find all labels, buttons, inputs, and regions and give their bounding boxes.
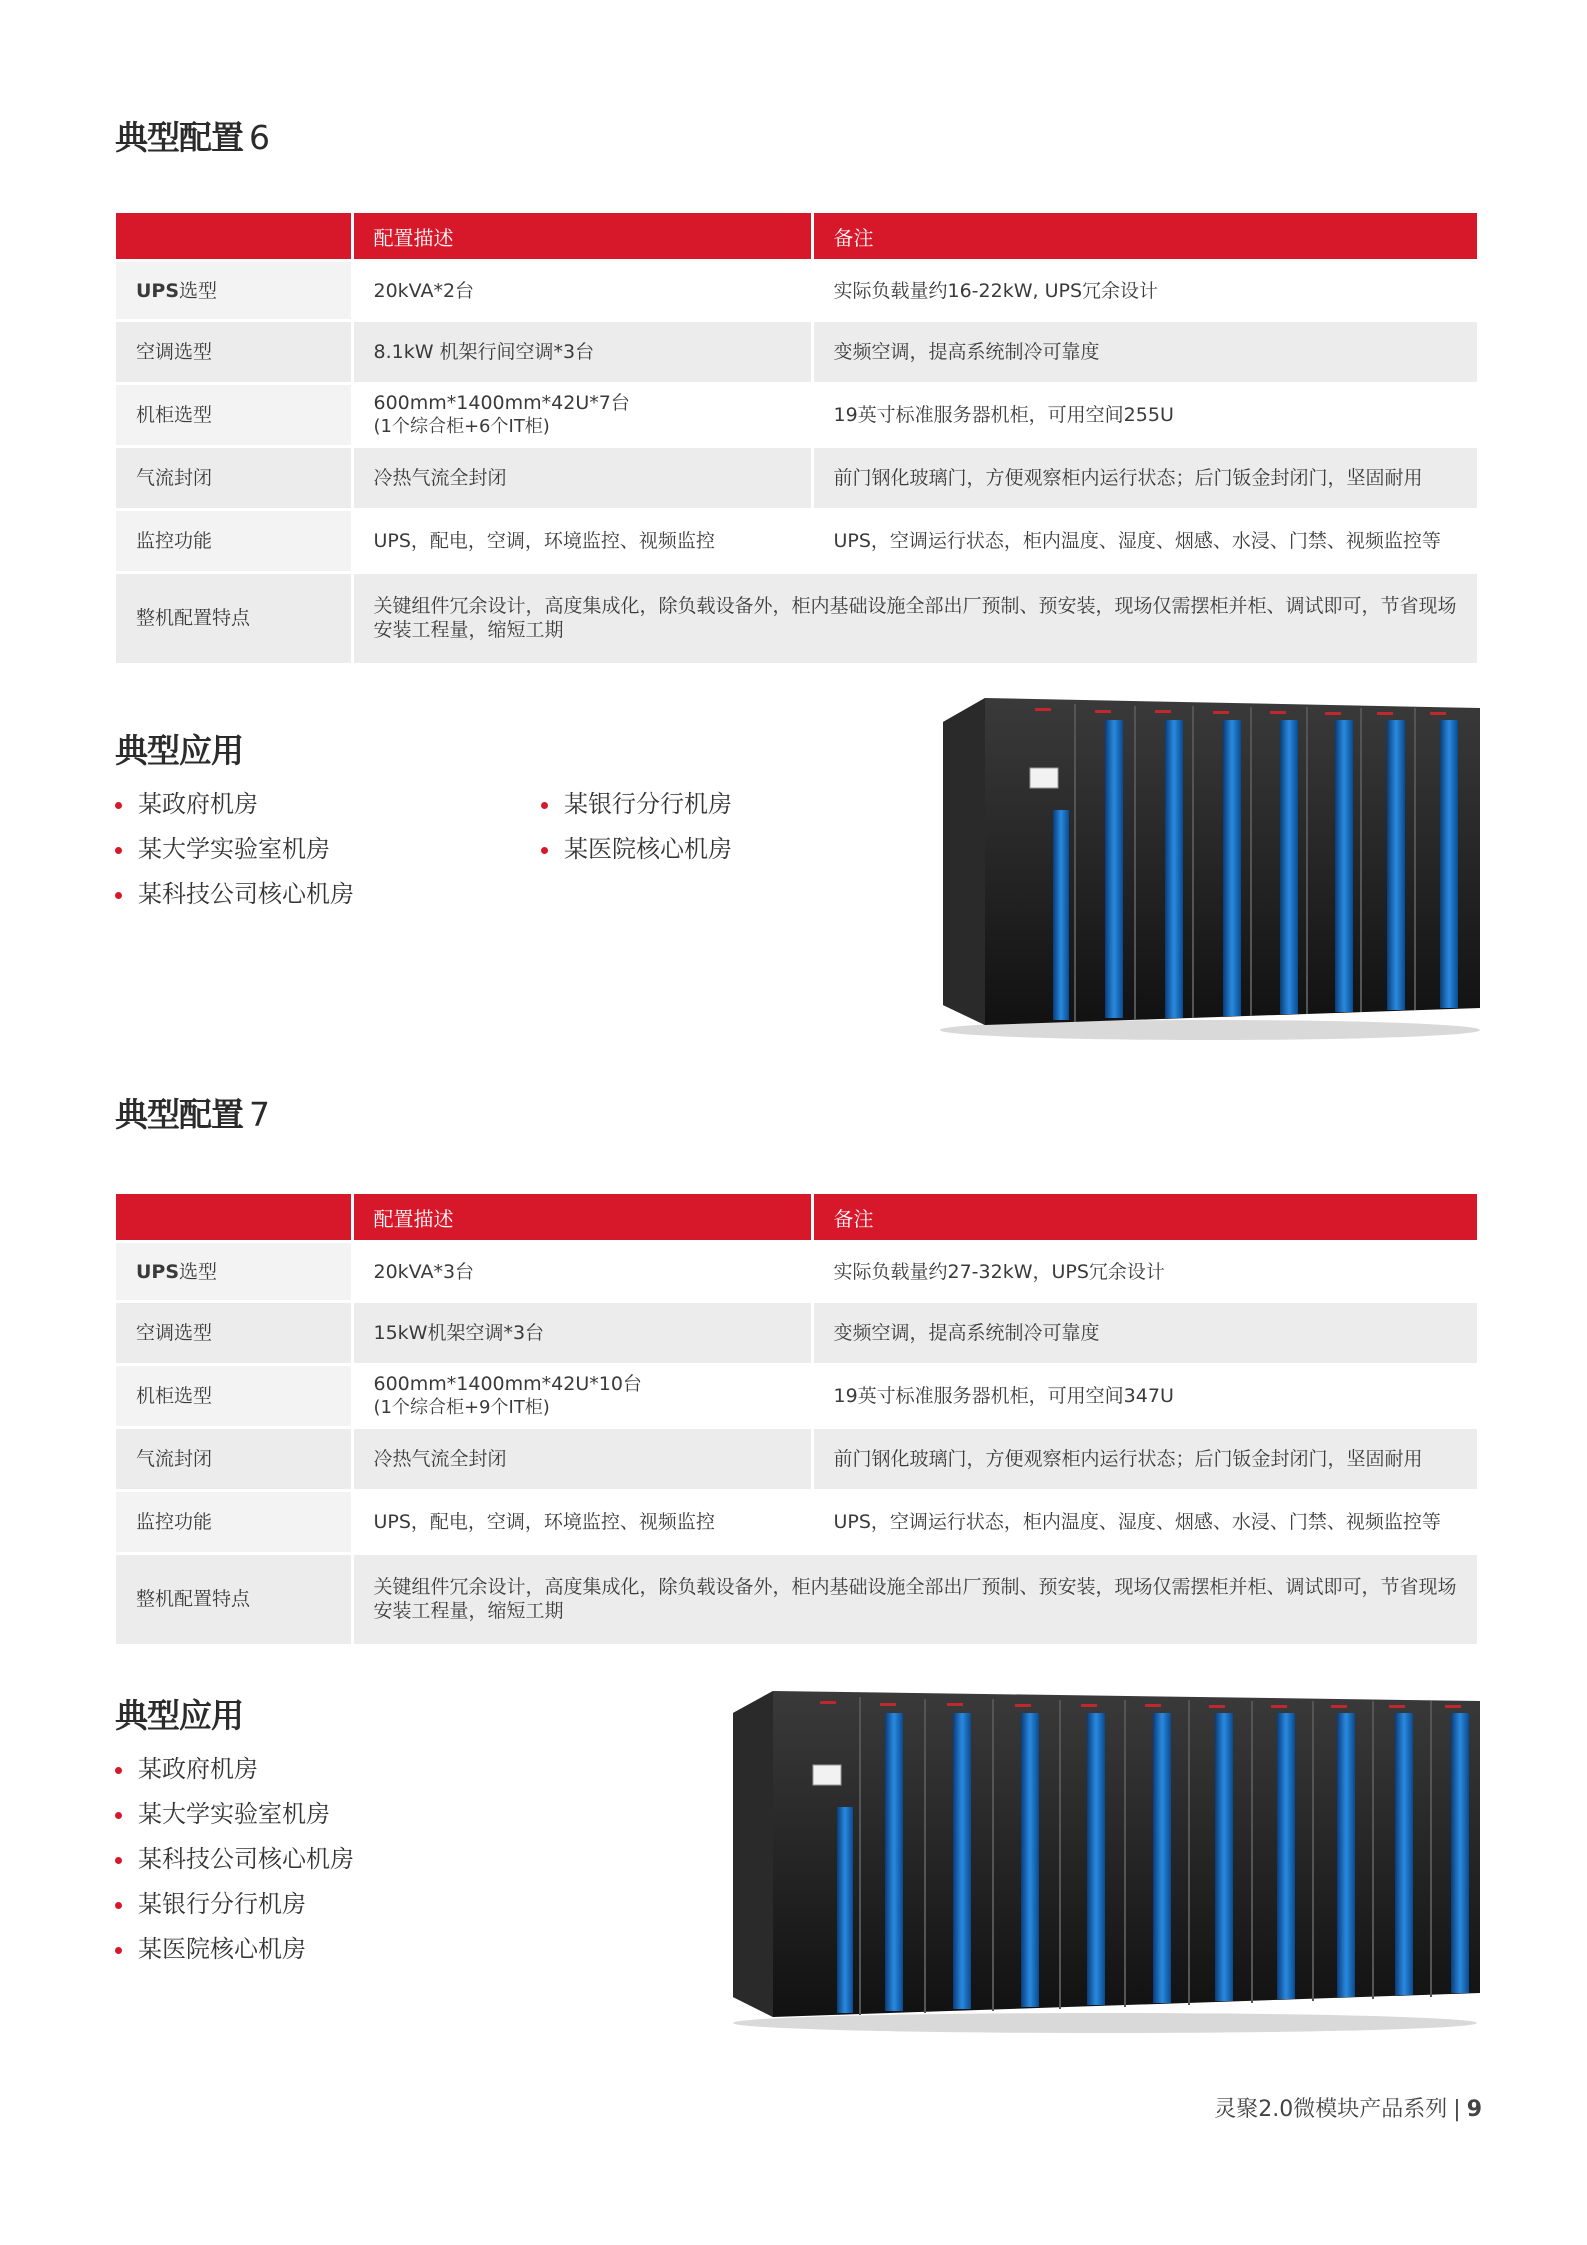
list-item: 某科技公司核心机房 (115, 1837, 354, 1882)
header-desc: 配置描述 (352, 1194, 812, 1242)
config7-table (116, 1194, 1477, 1644)
list-item: 某政府机房 (115, 1747, 354, 1792)
row-feature-text: 关键组件冗余设计，高度集成化，除负载设备外，柜内基础设施全部出厂预制、预安装，现场仅需摆柜并柜、调试即可，节省现场安装工程量，缩短工期 (352, 573, 1477, 663)
row-label: 监控功能 (116, 510, 352, 573)
table-row (116, 447, 1477, 510)
list-item: 某医院核心机房 (115, 1927, 354, 1972)
row-desc: 600mm*1400mm*42U*7台 (1个综合柜+6个IT柜) (352, 384, 812, 447)
table-header-row (116, 1194, 1477, 1242)
row-note: 前门钢化玻璃门，方便观察柜内运行状态；后门钣金封闭门，坚固耐用 (812, 1428, 1477, 1491)
row-label: 空调选型 (116, 1302, 352, 1365)
apps6-list-right (541, 782, 732, 872)
row-label: 机柜选型 (116, 1365, 352, 1428)
table-row (116, 510, 1477, 573)
header-note: 备注 (812, 213, 1477, 261)
table-row (116, 1242, 1477, 1302)
list-item: 某银行分行机房 (541, 782, 732, 827)
row-label: 整机配置特点 (116, 1554, 352, 1644)
config7-title: 典型配置 7 (115, 1095, 269, 1134)
page-footer (1214, 2092, 1482, 2123)
table-row (116, 261, 1477, 321)
row-desc: 冷热气流全封闭 (352, 1428, 812, 1491)
row-desc: 8.1kW 机架行间空调*3台 (352, 321, 812, 384)
table-row (116, 1428, 1477, 1491)
row-label: 气流封闭 (116, 447, 352, 510)
config6-table (116, 213, 1477, 663)
row-desc: 600mm*1400mm*42U*10台 (1个综合柜+9个IT柜) (352, 1365, 812, 1428)
row-label: 空调选型 (116, 321, 352, 384)
header-note: 备注 (812, 1194, 1477, 1242)
table-row (116, 384, 1477, 447)
row-note: 实际负载量约27-32kW，UPS冗余设计 (812, 1242, 1477, 1302)
table-row (116, 1491, 1477, 1554)
list-item: 某银行分行机房 (115, 1882, 354, 1927)
table-row (116, 1302, 1477, 1365)
row-desc: 15kW机架空调*3台 (352, 1302, 812, 1365)
row-note: UPS，空调运行状态，柜内温度、湿度、烟感、水浸、门禁、视频监控等 (812, 510, 1477, 573)
row-note: 变频空调，提高系统制冷可靠度 (812, 1302, 1477, 1365)
table-row (116, 321, 1477, 384)
row-feature-text: 关键组件冗余设计，高度集成化，除负载设备外，柜内基础设施全部出厂预制、预安装，现场仅需摆柜并柜、调试即可，节省现场安装工程量，缩短工期 (352, 1554, 1477, 1644)
table-row-feature (116, 573, 1477, 663)
row-desc: UPS，配电，空调，环境监控、视频监控 (352, 510, 812, 573)
table-row (116, 1365, 1477, 1428)
row-desc: 20kVA*2台 (352, 261, 812, 321)
list-item: 某大学实验室机房 (115, 827, 354, 872)
list-item: 某大学实验室机房 (115, 1792, 354, 1837)
row-note: 实际负载量约16-22kW, UPS冗余设计 (812, 261, 1477, 321)
page-number: 9 (1466, 2097, 1482, 2122)
row-desc: 冷热气流全封闭 (352, 447, 812, 510)
footer-product: 灵聚2.0微模块产品系列 (1214, 2097, 1448, 2122)
header-desc: 配置描述 (352, 213, 812, 261)
table-row-feature (116, 1554, 1477, 1644)
table-header-row (116, 213, 1477, 261)
cabinet-row-image-6 (935, 690, 1480, 1045)
list-item: 某政府机房 (115, 782, 354, 827)
row-note: 19英寸标准服务器机柜，可用空间255U (812, 384, 1477, 447)
apps7-title: 典型应用 (115, 1696, 243, 1735)
row-label: 气流封闭 (116, 1428, 352, 1491)
row-note: 变频空调，提高系统制冷可靠度 (812, 321, 1477, 384)
row-desc: 20kVA*3台 (352, 1242, 812, 1302)
row-label: UPS选型 (116, 261, 352, 321)
config6-title: 典型配置 6 (115, 118, 269, 157)
cabinet-row-image-7 (725, 1685, 1480, 2037)
apps6-title: 典型应用 (115, 731, 243, 770)
apps7-list (115, 1747, 354, 1972)
list-item: 某科技公司核心机房 (115, 872, 354, 917)
row-label: 机柜选型 (116, 384, 352, 447)
row-label: 监控功能 (116, 1491, 352, 1554)
row-label: UPS选型 (116, 1242, 352, 1302)
footer-separator: | (1453, 2097, 1461, 2122)
list-item: 某医院核心机房 (541, 827, 732, 872)
row-note: 19英寸标准服务器机柜，可用空间347U (812, 1365, 1477, 1428)
apps6-list-left (115, 782, 354, 917)
row-label: 整机配置特点 (116, 573, 352, 663)
header-blank (116, 1194, 352, 1242)
row-note: UPS，空调运行状态，柜内温度、湿度、烟感、水浸、门禁、视频监控等 (812, 1491, 1477, 1554)
header-blank (116, 213, 352, 261)
row-desc: UPS，配电，空调，环境监控、视频监控 (352, 1491, 812, 1554)
row-note: 前门钢化玻璃门，方便观察柜内运行状态；后门钣金封闭门，坚固耐用 (812, 447, 1477, 510)
